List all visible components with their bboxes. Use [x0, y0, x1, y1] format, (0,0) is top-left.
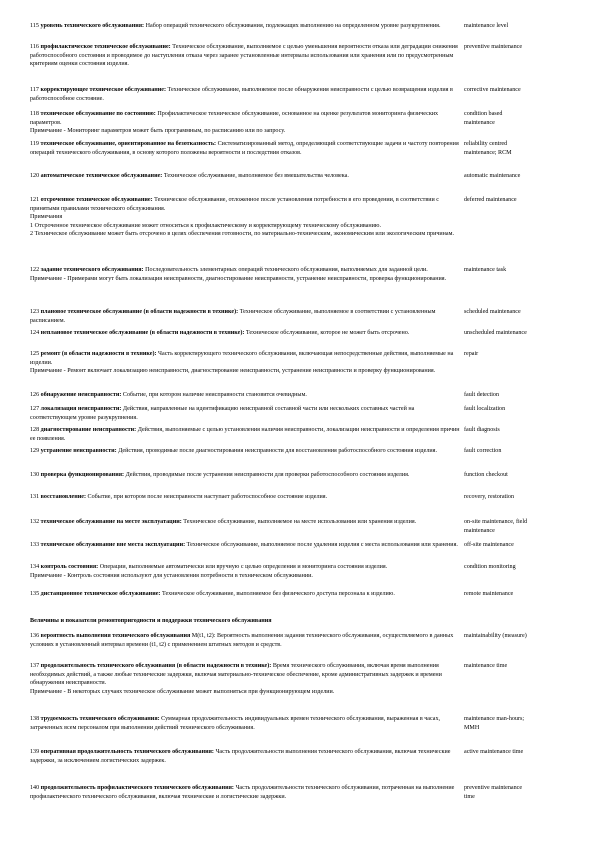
- term-number: 140: [30, 785, 41, 791]
- term-body: Часть продолжительности технического обслуживания, потраченная на выполнение профилактического технического обслуживания, включая технические и логистические задержки.: [30, 785, 455, 800]
- term-name: плановое техническое обслуживание (в области надежности в технике):: [40, 309, 239, 315]
- term-number: 119: [30, 141, 41, 147]
- term-number: 120: [30, 173, 41, 179]
- term-definition: [30, 308, 460, 325]
- term-number: 126: [30, 392, 41, 398]
- term-name: продолжительность профилактического технического обслуживания:: [40, 785, 234, 791]
- term-number: 134: [30, 564, 41, 570]
- term-body: Последовательность элементарных операций технического обслуживания, выполняемых для заданной цели. Примечание - Примерами могут быть локализация неисправности, диагностирование неисправности, устранение неисправности, проверка функционирования.: [30, 267, 447, 282]
- term-number: 136: [30, 633, 41, 639]
- english-equivalent: unscheduled maintenance: [464, 330, 527, 336]
- term-name: обнаружение неисправности:: [40, 392, 122, 398]
- term-body: Часть корректирующего технического обслуживания, включающая непосредственные действия, выполняемые на изделии. Примечание - Ремонт включает локализацию неисправности, диагностирование неисправности, устранение неисправности и проверку функционирования.: [30, 351, 454, 374]
- english-equivalent: fault diagnosis: [464, 427, 500, 433]
- term-name: вероятность выполнения технического обслуживания: [40, 633, 191, 639]
- term-name: техническое обслуживание по состоянию:: [40, 111, 156, 117]
- english-equivalent: recovery, restoration: [464, 494, 515, 500]
- term-number: 128: [30, 427, 41, 433]
- term-number: 129: [30, 448, 41, 454]
- term-number: 138: [30, 716, 41, 722]
- term-name: продолжительность технического обслуживания (в области надежности в технике):: [40, 663, 272, 669]
- english-equivalent: maintenance time: [464, 663, 508, 669]
- term-body: Действия, проводимые после диагностирования неисправности для восстановления работоспособного состояния изделия.: [116, 448, 437, 454]
- term-name: проверка функционирования:: [40, 472, 125, 478]
- term-body: Систематизированный метод, определяющий соответствующие задачи и частоту повторения операций технического обслуживания, в основу которого положены вероятности и последствия отказов.: [30, 141, 459, 156]
- term-definition: [30, 447, 460, 456]
- term-number: 125: [30, 351, 41, 357]
- english-equivalent: maintenance task: [464, 267, 507, 273]
- english-equivalent: active maintenance time: [464, 749, 524, 755]
- term-definition: [30, 632, 460, 649]
- term-body: Набор операций технического обслуживания, подлежащих выполнению на определенном уровне разукрупнения.: [144, 23, 441, 29]
- term-body: Техническое обслуживание, выполняемое в соответствии с установленным расписанием.: [30, 309, 436, 324]
- term-number: 137: [30, 663, 41, 669]
- term-body: Время технического обслуживания, включая время выполнения необходимых действий, а также любые технические задержки, включая материально-техническое обеспечение, кроме административных задержек и времени обнаружения неисправности. Примечание - В некоторых случаях техническое обслуживание может выполняться при функционирующем изделии.: [30, 663, 442, 695]
- term-definition: [30, 196, 460, 239]
- term-name: техническое обслуживание, ориентированное на безотказность:: [40, 141, 217, 147]
- term-name: корректирующее техническое обслуживание:: [40, 87, 166, 93]
- term-body: Техническое обслуживание, выполняемое без вмешательства человека.: [162, 173, 349, 179]
- term-body: M(t1, t2): Вероятность выполнения задания технического обслуживания, осуществляемого в данных условиях в установленный интервал времени (t1, t2) с применением штатных методов и средств.: [30, 633, 454, 648]
- english-equivalent: corrective maintenance: [464, 87, 521, 93]
- term-name: трудоемкость технического обслуживания:: [40, 716, 160, 722]
- term-definition: [30, 22, 460, 31]
- term-body: Операции, выполняемые автоматически или вручную с целью определения и мониторинга состояния изделия. Примечание - Контроль состояния используют для установления потребности в техническом обслуживании.: [30, 564, 388, 579]
- term-name: уровень технического обслуживания:: [40, 23, 145, 29]
- term-body: Суммарная продолжительность индивидуальных времен технического обслуживания, выраженная в часах, затраченных всем персоналом при выполнении действий технического обслуживания.: [30, 716, 441, 731]
- term-number: 121: [30, 197, 41, 203]
- term-definition: [30, 518, 460, 527]
- term-number: 116: [30, 44, 41, 50]
- term-name: задание технического обслуживания:: [40, 267, 144, 273]
- term-definition: [30, 405, 460, 422]
- term-number: 131: [30, 494, 41, 500]
- term-definition: [30, 662, 460, 696]
- term-name: контроль состояния:: [40, 564, 99, 570]
- term-body: Техническое обслуживание, выполняемое после удаления изделия с места использования или хранения.: [185, 542, 458, 548]
- term-name: техническое обслуживание на месте эксплуатации:: [40, 519, 182, 525]
- term-body: Действия, проводимые после устранения неисправности для проверки работоспособного состояния изделия.: [124, 472, 410, 478]
- term-definition: [30, 426, 460, 443]
- english-equivalent: preventive maintenance: [464, 44, 523, 50]
- english-equivalent: off-site maintenance: [464, 542, 514, 548]
- term-number: 115: [30, 23, 41, 29]
- term-body: Техническое обслуживание, которое не может быть отсрочено.: [244, 330, 410, 336]
- term-name: дистанционное техническое обслуживание:: [40, 591, 161, 597]
- term-name: восстановление:: [40, 494, 86, 500]
- term-number: 135: [30, 591, 41, 597]
- term-number: 118: [30, 111, 41, 117]
- english-equivalent: fault localization: [464, 406, 506, 412]
- term-definition: [30, 43, 460, 69]
- term-definition: [30, 266, 460, 283]
- term-body: Действия, выполняемые с целью установления наличия неисправности, локализации неисправности и определения причин ее появления.: [30, 427, 460, 442]
- term-number: 117: [30, 87, 41, 93]
- english-equivalent: condition based maintenance: [464, 111, 503, 126]
- term-definition: [30, 172, 460, 181]
- english-equivalent: condition monitoring: [464, 564, 516, 570]
- term-definition: [30, 329, 460, 338]
- term-number: 123: [30, 309, 41, 315]
- term-number: 127: [30, 406, 41, 412]
- term-definition: [30, 563, 460, 580]
- english-equivalent: function checkout: [464, 472, 508, 478]
- english-equivalent: maintenance man-hours; MMH: [464, 716, 525, 731]
- term-body: Событие, при котором после неисправности наступает работоспособное состояние изделия.: [86, 494, 328, 500]
- term-definition: [30, 590, 460, 599]
- term-definition: [30, 493, 460, 502]
- term-body: Событие, при котором наличие неисправности становится очевидным.: [121, 392, 307, 398]
- term-body: Профилактическое техническое обслуживание, основанное на оценке результатов мониторинга физических параметров. Примечание - Мониторинг параметров может быть программным, по расписанию или по запросу.: [30, 111, 439, 134]
- english-equivalent: automatic maintenance: [464, 173, 521, 179]
- term-name: неплановое техническое обслуживание (в области надежности в технике):: [40, 330, 245, 336]
- term-definition: [30, 715, 460, 732]
- term-number: 139: [30, 749, 41, 755]
- term-body: Действия, направленные на идентификацию неисправной составной части или нескольких составных частей на соответствующем уровне разукрупнения.: [30, 406, 415, 421]
- term-definition: [30, 140, 460, 157]
- term-body: Часть продолжительности выполнения технического обслуживания, включая технические задержки, за исключением логистических задержек.: [30, 749, 451, 764]
- term-body: Техническое обслуживание, выполняемое после обнаружения неисправности с целью возвращения изделия в работоспособное состояние.: [30, 87, 453, 102]
- term-definition: [30, 471, 460, 480]
- section-heading: Величины и показатели ремонтопригодности и поддержки технического обслуживания: [30, 618, 272, 624]
- term-definition: [30, 350, 460, 376]
- term-name: профилактическое техническое обслуживание:: [40, 44, 171, 50]
- term-body: Техническое обслуживание, выполняемое на месте использования или хранения изделия.: [181, 519, 417, 525]
- english-equivalent: fault detection: [464, 392, 500, 398]
- term-name: оперативная продолжительность технического обслуживания:: [40, 749, 214, 755]
- term-definition: [30, 391, 460, 400]
- term-body: Техническое обслуживание, отложенное после установления потребности в его проведении, в соответствии с принятыми правилами технического обслуживания. Примечания 1 Отсроченное техническое обслуживание может относиться к профилактическому и корректирующему техническому обслуживанию. 2 Техническое обслуживание может быть отсрочено в целях обеспечения готовности, по материально-техническим, экономическим или экологическим причинам.: [30, 197, 455, 237]
- term-number: 124: [30, 330, 41, 336]
- english-equivalent: preventive maintenance time: [464, 785, 523, 800]
- term-definition: [30, 110, 460, 136]
- term-definition: [30, 748, 460, 765]
- term-name: устранение неисправности:: [40, 448, 117, 454]
- english-equivalent: on-site maintenance, field maintenance: [464, 519, 528, 534]
- term-definition: [30, 541, 460, 550]
- term-name: отсроченное техническое обслуживание:: [40, 197, 153, 203]
- term-number: 122: [30, 267, 41, 273]
- term-number: 132: [30, 519, 41, 525]
- term-number: 133: [30, 542, 41, 548]
- english-equivalent: scheduled maintenance: [464, 309, 521, 315]
- term-body: Техническое обслуживание, выполняемое с целью уменьшения вероятности отказа или деградации снижения работоспособного состояния и проводимое до наступления отказа через заранее установленные интервалы использования или хранения или по предусмотренным критериям оценки состояния изделия.: [30, 44, 458, 67]
- english-equivalent: remote maintenance: [464, 591, 514, 597]
- term-body: Техническое обслуживание, выполняемое без физического доступа персонала к изделию.: [160, 591, 395, 597]
- term-name: локализация неисправности:: [40, 406, 122, 412]
- english-equivalent: maintainability (measure): [464, 633, 527, 639]
- term-name: диагностирование неисправности:: [40, 427, 137, 433]
- english-equivalent: reliability centred maintenance; RCM: [464, 141, 512, 156]
- english-equivalent: repair: [464, 351, 479, 357]
- term-definition: [30, 86, 460, 103]
- term-name: ремонт (в области надежности в технике):: [40, 351, 157, 357]
- english-equivalent: deferred maintenance: [464, 197, 517, 203]
- term-name: техническое обслуживание вне места эксплуатации:: [40, 542, 186, 548]
- term-number: 130: [30, 472, 41, 478]
- english-equivalent: fault correction: [464, 448, 502, 454]
- english-equivalent: maintenance level: [464, 23, 509, 29]
- term-name: автоматическое техническое обслуживание:: [40, 173, 163, 179]
- term-definition: [30, 784, 460, 801]
